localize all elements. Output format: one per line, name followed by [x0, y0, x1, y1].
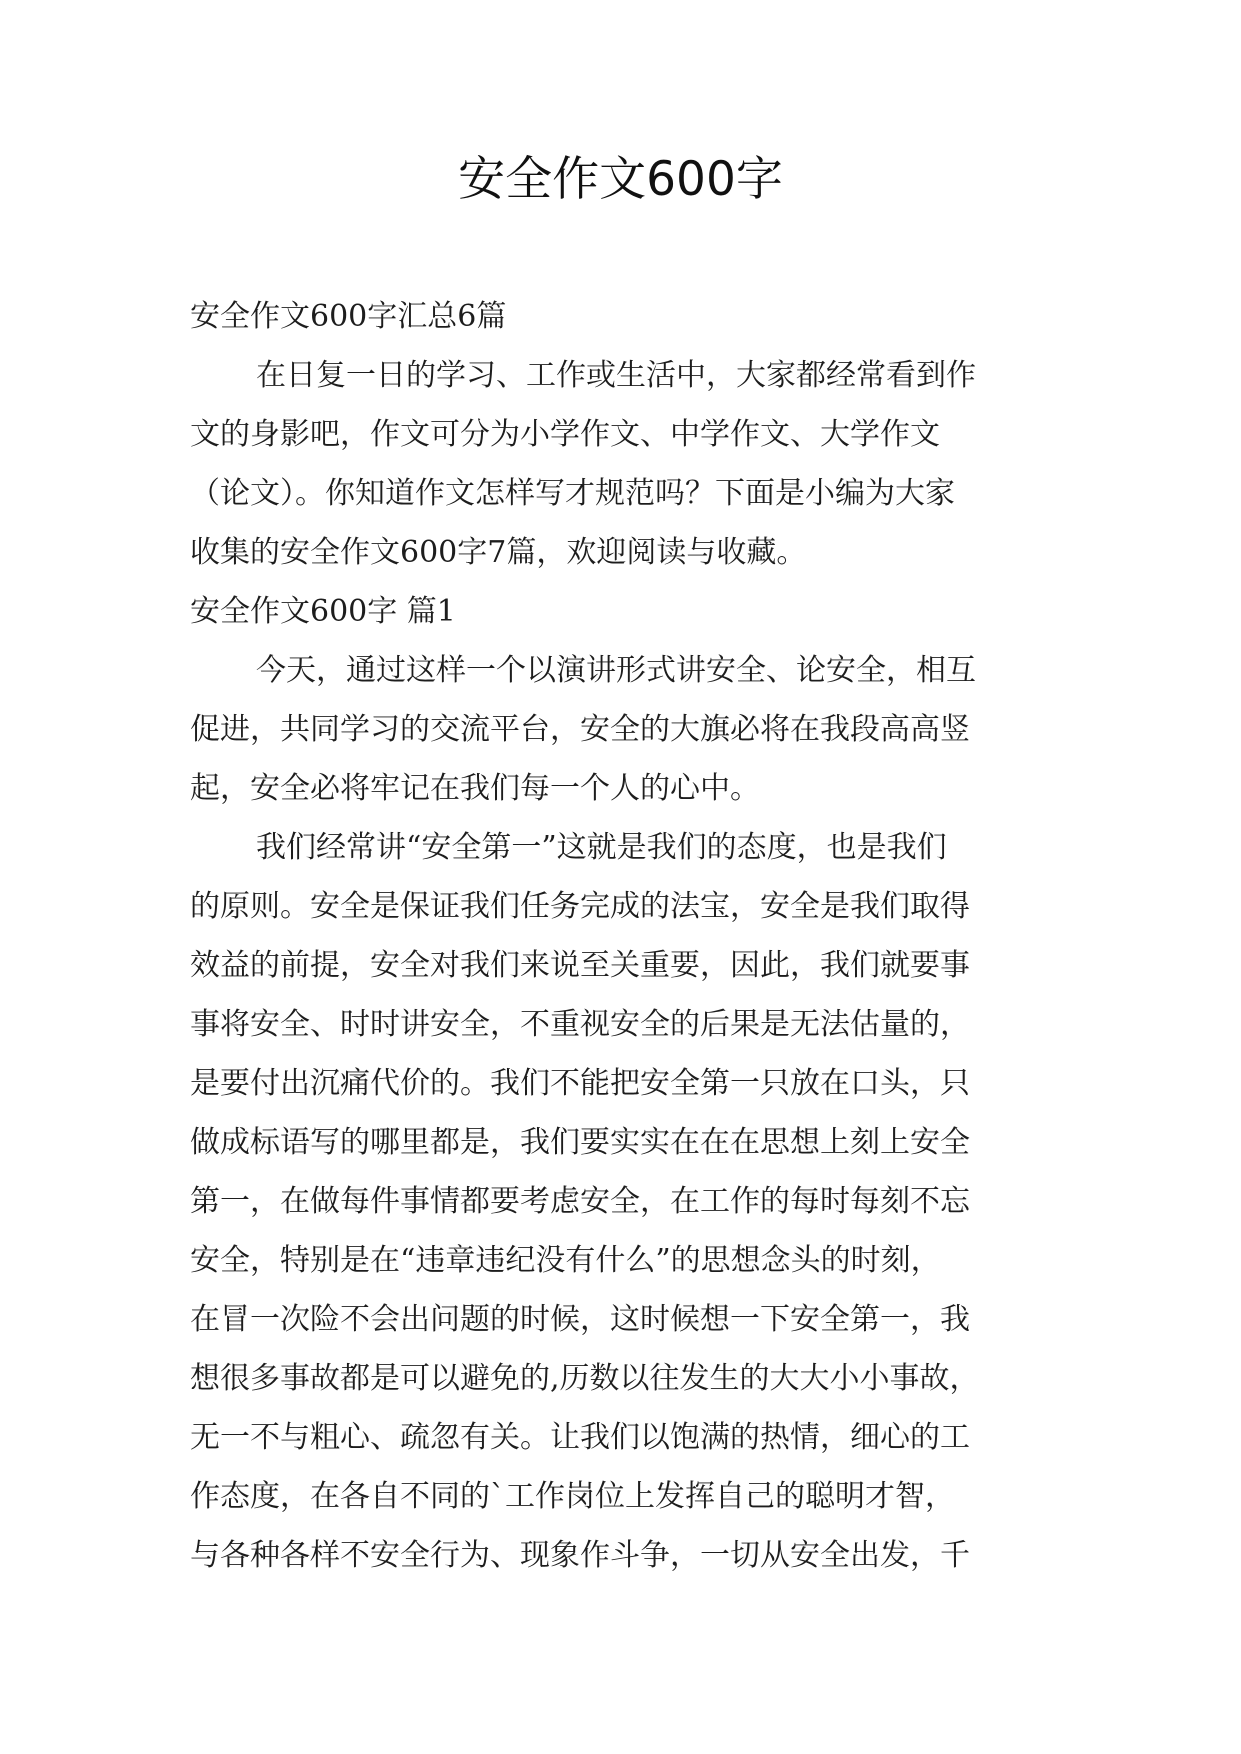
paragraph-line: 文的身影吧，作文可分为小学作文、中学作文、大学作文: [190, 417, 940, 452]
section-heading: 安全作文600字 篇1: [190, 594, 456, 629]
paragraph-line: 今天，通过这样一个以演讲形式讲安全、论安全，相互: [256, 653, 976, 688]
paragraph-line: 作态度，在各自不同的`工作岗位上发挥自己的聪明才智，: [190, 1479, 955, 1514]
paragraph-line: 第一，在做每件事情都要考虑安全，在工作的每时每刻不忘: [190, 1184, 970, 1219]
paragraph-line: 无一不与粗心、疏忽有关。让我们以饱满的热情，细心的工: [190, 1420, 970, 1455]
paragraph-line: （论文）。你知道作文怎样写才规范吗？下面是小编为大家: [190, 476, 955, 511]
paragraph-line: 起，安全必将牢记在我们每一个人的心中。: [190, 771, 760, 806]
paragraph-line: 收集的安全作文600字7篇，欢迎阅读与收藏。: [190, 535, 807, 570]
paragraph-line: 做成标语写的哪里都是，我们要实实在在在思想上刻上安全: [190, 1125, 970, 1160]
document-body: [190, 287, 1056, 1585]
paragraph-line: 效益的前提，安全对我们来说至关重要，因此，我们就要事: [190, 948, 970, 983]
paragraph-line: 在冒一次险不会出问题的时候，这时候想一下安全第一，我: [190, 1302, 970, 1337]
paragraph-line: 想很多事故都是可以避免的,历数以往发生的大大小小事故，: [190, 1361, 980, 1396]
paragraph-line: 是要付出沉痛代价的。我们不能把安全第一只放在口头，只: [190, 1066, 970, 1101]
paragraph-line: 在日复一日的学习、工作或生活中，大家都经常看到作: [256, 358, 976, 393]
paragraph-line: 事将安全、时时讲安全，不重视安全的后果是无法估量的，: [190, 1007, 970, 1042]
paragraph-line: 我们经常讲“安全第一”这就是我们的态度，也是我们: [256, 830, 947, 865]
paragraph-line: 促进，共同学习的交流平台，安全的大旗必将在我段高高竖: [190, 712, 970, 747]
paragraph-line: 的原则。安全是保证我们任务完成的法宝，安全是我们取得: [190, 889, 970, 924]
paragraph-line: 与各种各样不安全行为、现象作斗争，一切从安全出发，千: [190, 1538, 970, 1573]
document-title: 安全作文600字: [458, 152, 783, 207]
summary-heading: 安全作文600字汇总6篇: [190, 299, 507, 334]
paragraph-line: 安全，特别是在“违章违纪没有什么”的思想念头的时刻，: [190, 1243, 941, 1278]
